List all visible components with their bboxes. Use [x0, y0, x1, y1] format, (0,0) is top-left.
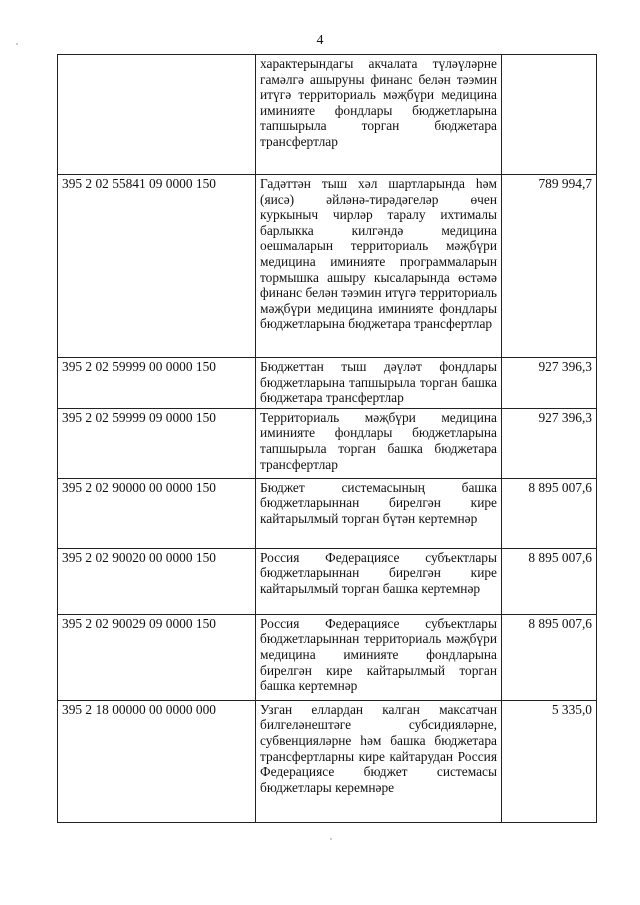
- scan-speck: [330, 838, 332, 840]
- table-row: [58, 700, 597, 822]
- row-code: 395 2 18 00000 00 0000 000: [58, 700, 256, 822]
- row-name: характерындагы акчалата түләүләрне гамәлгә ашыруны финанс белән тәэмин итүгә территориаль мәҗбүри медицина иминияте фондлары бюджетларына тапшырыла торган бюджетара трансфертлар: [256, 55, 502, 175]
- row-code: 395 2 02 90020 00 0000 150: [58, 548, 256, 614]
- row-name: Россия Федерациясе субъектлары бюджетларыннан территориаль мәҗбүри медицина иминияте фондларына бирелгән кире кайтарылмый торган башка кертемнәр: [256, 614, 502, 700]
- row-amount: 5 335,0: [502, 700, 597, 822]
- table-row: [58, 614, 597, 700]
- row-amount: 8 895 007,6: [502, 614, 597, 700]
- table-row: [58, 175, 597, 358]
- row-name: Россия Федерациясе субъектлары бюджетларыннан бирелгән кире кайтарылмый торган башка кертемнәр: [256, 548, 502, 614]
- row-name: Бюджеттан тыш дәүләт фондлары бюджетларына тапшырыла торган башка бюджетара трансфертлар: [256, 358, 502, 409]
- table-row: [58, 408, 597, 478]
- row-code: 395 2 02 90029 09 0000 150: [58, 614, 256, 700]
- table-row: [58, 548, 597, 614]
- row-amount: 8 895 007,6: [502, 548, 597, 614]
- row-amount: 927 396,3: [502, 358, 597, 409]
- page-number: 4: [316, 33, 324, 48]
- row-name: Бюджет системасының башка бюджетларыннан бирелгән кире кайтарылмый торган бүтән кертемнәр: [256, 478, 502, 548]
- row-code: 395 2 02 59999 09 0000 150: [58, 408, 256, 478]
- scan-speck: [16, 43, 18, 45]
- row-name: Гадәттән тыш хәл шартларында һәм (яисә) әйләнә-тирәдәгеләр өчен куркыныч чирләр таралу ихтималы барлыкка килгәндә медицина оешмаларын территориаль мәҗбүри медицина иминияте программаларын тормышка ашыру кысаларында өстәмә финанс белән тәэмин итүгә территориаль мәҗбүри медицина иминияте фондлары бюджетларына бюджетара трансфертлар: [256, 175, 502, 358]
- table-row: [58, 55, 597, 175]
- row-code: 395 2 02 90000 00 0000 150: [58, 478, 256, 548]
- row-code: 395 2 02 55841 09 0000 150: [58, 175, 256, 358]
- budget-table: [57, 54, 597, 823]
- table-row: [58, 358, 597, 409]
- row-name: Узган еллардан калган максатчан билгеләнештәге субсидияләрне, субвенцияләрне һәм башка бюджетара трансфертларны кире кайтарудан Россия Федерациясе бюджет системасы бюджетлары керемнәре: [256, 700, 502, 822]
- row-amount: 8 895 007,6: [502, 478, 597, 548]
- row-name: Территориаль мәҗбүри медицина иминияте фондлары бюджетларына тапшырыла торган башка бюджетара трансфертлар: [256, 408, 502, 478]
- row-amount: 927 396,3: [502, 408, 597, 478]
- row-code: [58, 55, 256, 175]
- row-amount: [502, 55, 597, 175]
- row-amount: 789 994,7: [502, 175, 597, 358]
- table-row: [58, 478, 597, 548]
- row-code: 395 2 02 59999 00 0000 150: [58, 358, 256, 409]
